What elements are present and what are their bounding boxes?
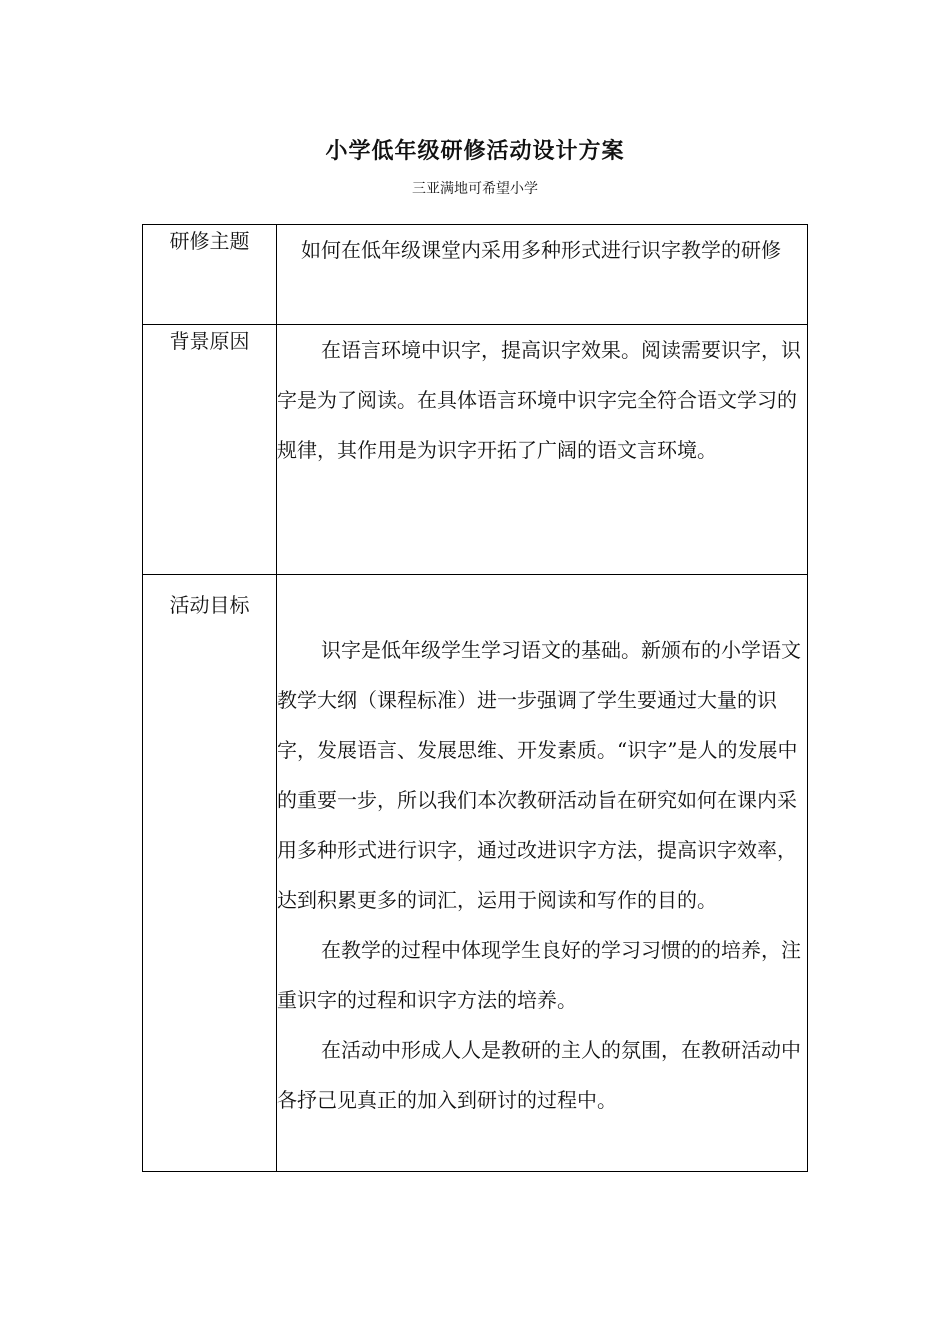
topic-text: 如何在低年级课堂内采用多种形式进行识字教学的研修 <box>301 238 781 262</box>
table-row-topic <box>143 225 808 325</box>
plan-table <box>142 224 808 1172</box>
table-row-background <box>143 325 808 575</box>
document-title: 小学低年级研修活动设计方案 <box>325 138 625 164</box>
goals-paragraph-3: 在活动中形成人人是教研的主人的氛围，在教研活动中各抒己见真正的加入到研讨的过程中。 <box>277 1038 801 1112</box>
goals-paragraph-2: 在教学的过程中体现学生良好的学习习惯的的培养，注重识字的过程和识字方法的培养。 <box>277 938 801 1012</box>
row-label-goals: 活动目标 <box>143 575 277 1172</box>
spacer-line <box>277 575 807 625</box>
background-text: 在语言环境中识字，提高识字效果。阅读需要识字，识字是为了阅读。在具体语言环境中识字完全符合语文学习的规律，其作用是为识字开拓了广阔的语文言环境。 <box>277 338 801 462</box>
school-name: 三亚满地可希望小学 <box>412 181 538 197</box>
goals-paragraph-1: 识字是低年级学生学习语文的基础。新颁布的小学语文教学大纲（课程标准）进一步强调了学生要通过大量的识字，发展语言、发展思维、开发素质。“识字”是人的发展中的重要一步，所以我们本次教研活动旨在研究如何在课内采用多种形式进行识字，通过改进识字方法，提高识字效率，达到积累更多的词汇，运用于阅读和写作的目的。 <box>277 638 801 912</box>
row-content-topic <box>277 225 808 325</box>
row-content-goals <box>277 575 808 1172</box>
table-row-goals <box>143 575 808 1172</box>
row-content-background <box>277 325 808 575</box>
row-label-background: 背景原因 <box>143 325 277 575</box>
row-label-topic: 研修主题 <box>143 225 277 325</box>
